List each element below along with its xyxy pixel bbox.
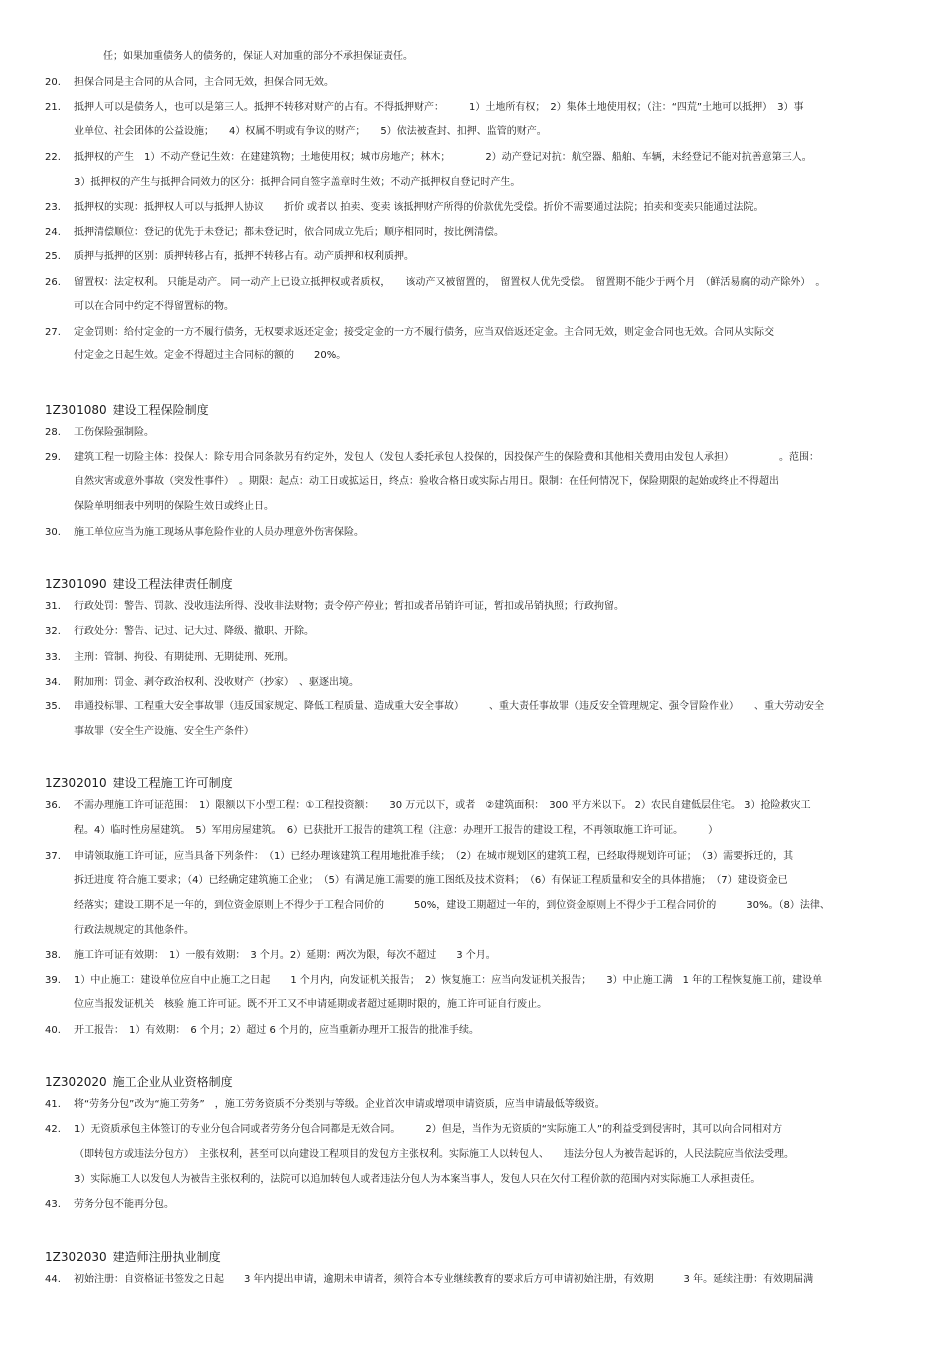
- list-item-34: 34. 附加刑：罚金、剥夺政治权利、没收财产（抄家） 、驱逐出境。: [45, 677, 359, 688]
- list-item-26: 26. 留置权：法定权利。 只能是动产。 同一动产上已设立抵押权或者质权， 该动产又被留置的， 留置权人优先受偿。 留置期不能少于两个月 （鲜活易腐的动产除外） 。: [45, 277, 826, 288]
- list-item-36: 36. 不需办理施工许可证范围： 1）限额以下小型工程：①工程投资额： 30 万元以下，或者 ②建筑面积： 300 平方米以下。 2）农民自建低层住宅。 3）抢险救灾工: [45, 800, 811, 811]
- list-item-37: 37. 申请领取施工许可证，应当具备下列条件： （1）已经办理该建筑工程用地批准手续； （2）在城市规划区的建筑工程，已经取得规划许可证； （3）需要拆迁的，其: [45, 851, 794, 862]
- text-line: 业单位、社会团体的公益设施； 4）权属不明或有争议的财产； 5）依法被查封、扣押、监管的财产。: [74, 126, 547, 137]
- list-item-29: 29. 建筑工程一切险主体：投保人：除专用合同条款另有约定外，发包人（发包人委托承包人投保的，因投保产生的保险费和其他相关费用由发包人承担） 。范围：: [45, 452, 819, 463]
- text-line: 可以在合同中约定不得留置标的物。: [74, 301, 234, 312]
- list-item-24: 24. 抵押清偿顺位：登记的优先于未登记；都未登记时，依合同成立先后；顺序相同时，按比例清偿。: [45, 227, 504, 238]
- text-line: 保险单明细表中列明的保险生效日或终止日。: [74, 501, 274, 512]
- list-item-30: 30. 施工单位应当为施工现场从事危险作业的人员办理意外伤害保险。: [45, 527, 364, 538]
- list-item-44: 44. 初始注册：自资格证书签发之日起 3 年内提出申请，逾期未申请者，须符合本专业继续教育的要求后方可申请初始注册，有效期 3 年。延续注册：有效期届满: [45, 1274, 814, 1285]
- list-item-35: 35. 串通投标罪、工程重大安全事故罪（违反国家规定、降低工程质量、造成重大安全事故） 、重大责任事故罪（违反安全管理规定、强令冒险作业） 、重大劳动安全: [45, 701, 824, 712]
- list-item-42: 42. 1）无资质承包主体签订的专业分包合同或者劳务分包合同都是无效合同。 2）但是，当作为无资质的“实际施工人”的利益受到侵害时，其可以向合同相对方: [45, 1124, 783, 1135]
- section-heading: 1Z302010 建设工程施工许可制度: [45, 776, 233, 790]
- list-item-32: 32. 行政处分：警告、记过、记大过、降级、撤职、开除。: [45, 626, 314, 637]
- list-item-22: 22. 抵押权的产生 1）不动产登记生效：在建建筑物；土地使用权；城市房地产；林木； 2）动产登记对抗：航空器、船舶、车辆，未经登记不能对抗善意第三人。: [45, 152, 812, 163]
- text-line: 事故罪（安全生产设施、安全生产条件）: [74, 726, 254, 737]
- text-line: 经落实；建设工期不足一年的，到位资金原则上不得少于工程合同价的 50%，建设工期超过一年的，到位资金原则上不得少于工程合同价的 30%。（8）法律、: [74, 900, 830, 911]
- list-item-25: 25. 质押与抵押的区别：质押转移占有，抵押不转移占有。动产质押和权利质押。: [45, 251, 414, 262]
- list-item-31: 31. 行政处罚：警告、罚款、没收违法所得、没收非法财物；责令停产停业；暂扣或者吊销许可证，暂扣或吊销执照；行政拘留。: [45, 601, 624, 612]
- list-item-33: 33. 主刑：管制、拘役、有期徒刑、无期徒刑、死刑。: [45, 652, 294, 663]
- text-line: 行政法规规定的其他条件。: [74, 925, 194, 936]
- list-item-28: 28. 工伤保险强制险。: [45, 427, 154, 438]
- section-heading: 1Z302030 建造师注册执业制度: [45, 1250, 221, 1264]
- list-item-41: 41. 将“劳务分包”改为“施工劳务” ，施工劳务资质不分类别与等级。企业首次申请或增项申请资质，应当申请最低等级资。: [45, 1099, 605, 1110]
- section-heading: 1Z302020 施工企业从业资格制度: [45, 1075, 233, 1089]
- list-item-38: 38. 施工许可证有效期： 1）一般有效期： 3 个月。2）延期：两次为限，每次不超过 3 个月。: [45, 950, 496, 961]
- list-item-40: 40. 开工报告： 1）有效期： 6 个月；2）超过 6 个月的，应当重新办理开工报告的批准手续。: [45, 1025, 479, 1036]
- text-line: 任；如果加重债务人的债务的，保证人对加重的部分不承担保证责任。: [103, 51, 413, 62]
- list-item-27: 27. 定金罚则：给付定金的一方不履行债务，无权要求返还定金；接受定金的一方不履行债务，应当双倍返还定金。主合同无效，则定金合同也无效。合同从实际交: [45, 327, 774, 338]
- text-line: 位应当报发证机关 核验 施工许可证。既不开工又不申请延期或者超过延期时限的，施工许可证自行废止。: [74, 999, 548, 1010]
- text-line: 3）实际施工人以发包人为被告主张权利的，法院可以追加转包人或者违法分包人为本案当事人，发包人只在欠付工程价款的范围内对实际施工人承担责任。: [74, 1174, 761, 1185]
- text-line: 程。4）临时性房屋建筑。 5）军用房屋建筑。 6）已获批开工报告的建筑工程（注意：办理开工报告的建设工程，不再领取施工许可证。 ）: [74, 825, 719, 836]
- list-item-39: 39. 1）中止施工：建设单位应自中止施工之日起 1 个月内，向发证机关报告； 2）恢复施工：应当向发证机关报告； 3）中止施工满 1 年的工程恢复施工前，建设单: [45, 975, 823, 986]
- text-line: （即转包方或违法分包方） 主张权利，甚至可以向建设工程项目的发包方主张权利。实际施工人以转包人、 违法分包人为被告起诉的，人民法院应当依法受理。: [74, 1149, 794, 1160]
- list-item-21: 21. 抵押人可以是债务人，也可以是第三人。抵押不转移对财产的占有。不得抵押财产： 1）土地所有权； 2）集体土地使用权；（注：“四荒”土地可以抵押） 3）事: [45, 102, 804, 113]
- list-item-20: 20. 担保合同是主合同的从合同，主合同无效，担保合同无效。: [45, 77, 334, 88]
- list-item-43: 43. 劳务分包不能再分包。: [45, 1199, 174, 1210]
- text-line: 付定金之日起生效。定金不得超过主合同标的额的 20%。: [74, 350, 347, 361]
- list-item-23: 23. 抵押权的实现：抵押权人可以与抵押人协议 折价 或者以 拍卖、变卖 该抵押财产所得的价款优先受偿。折价不需要通过法院；拍卖和变卖只能通过法院。: [45, 202, 764, 213]
- text-line: 自然灾害或意外事故（突发性事件） 。期限：起点：动工日或拡运日，终点：验收合格日或实际占用日。限制：在任何情况下，保险期限的起始或终止不得超出: [74, 476, 779, 487]
- section-heading: 1Z301090 建设工程法律责任制度: [45, 577, 233, 591]
- text-line: 拆迁进度 符合施工要求；（4）已经确定建筑施工企业； （5）有满足施工需要的施工图纸及技术资料； （6）有保证工程质量和安全的具体措施； （7）建设资金已: [74, 875, 788, 886]
- section-heading: 1Z301080 建设工程保险制度: [45, 403, 209, 417]
- text-line: 3）抵押权的产生与抵押合同效力的区分：抵押合同自签字盖章时生效；不动产抵押权自登记时产生。: [74, 177, 521, 188]
